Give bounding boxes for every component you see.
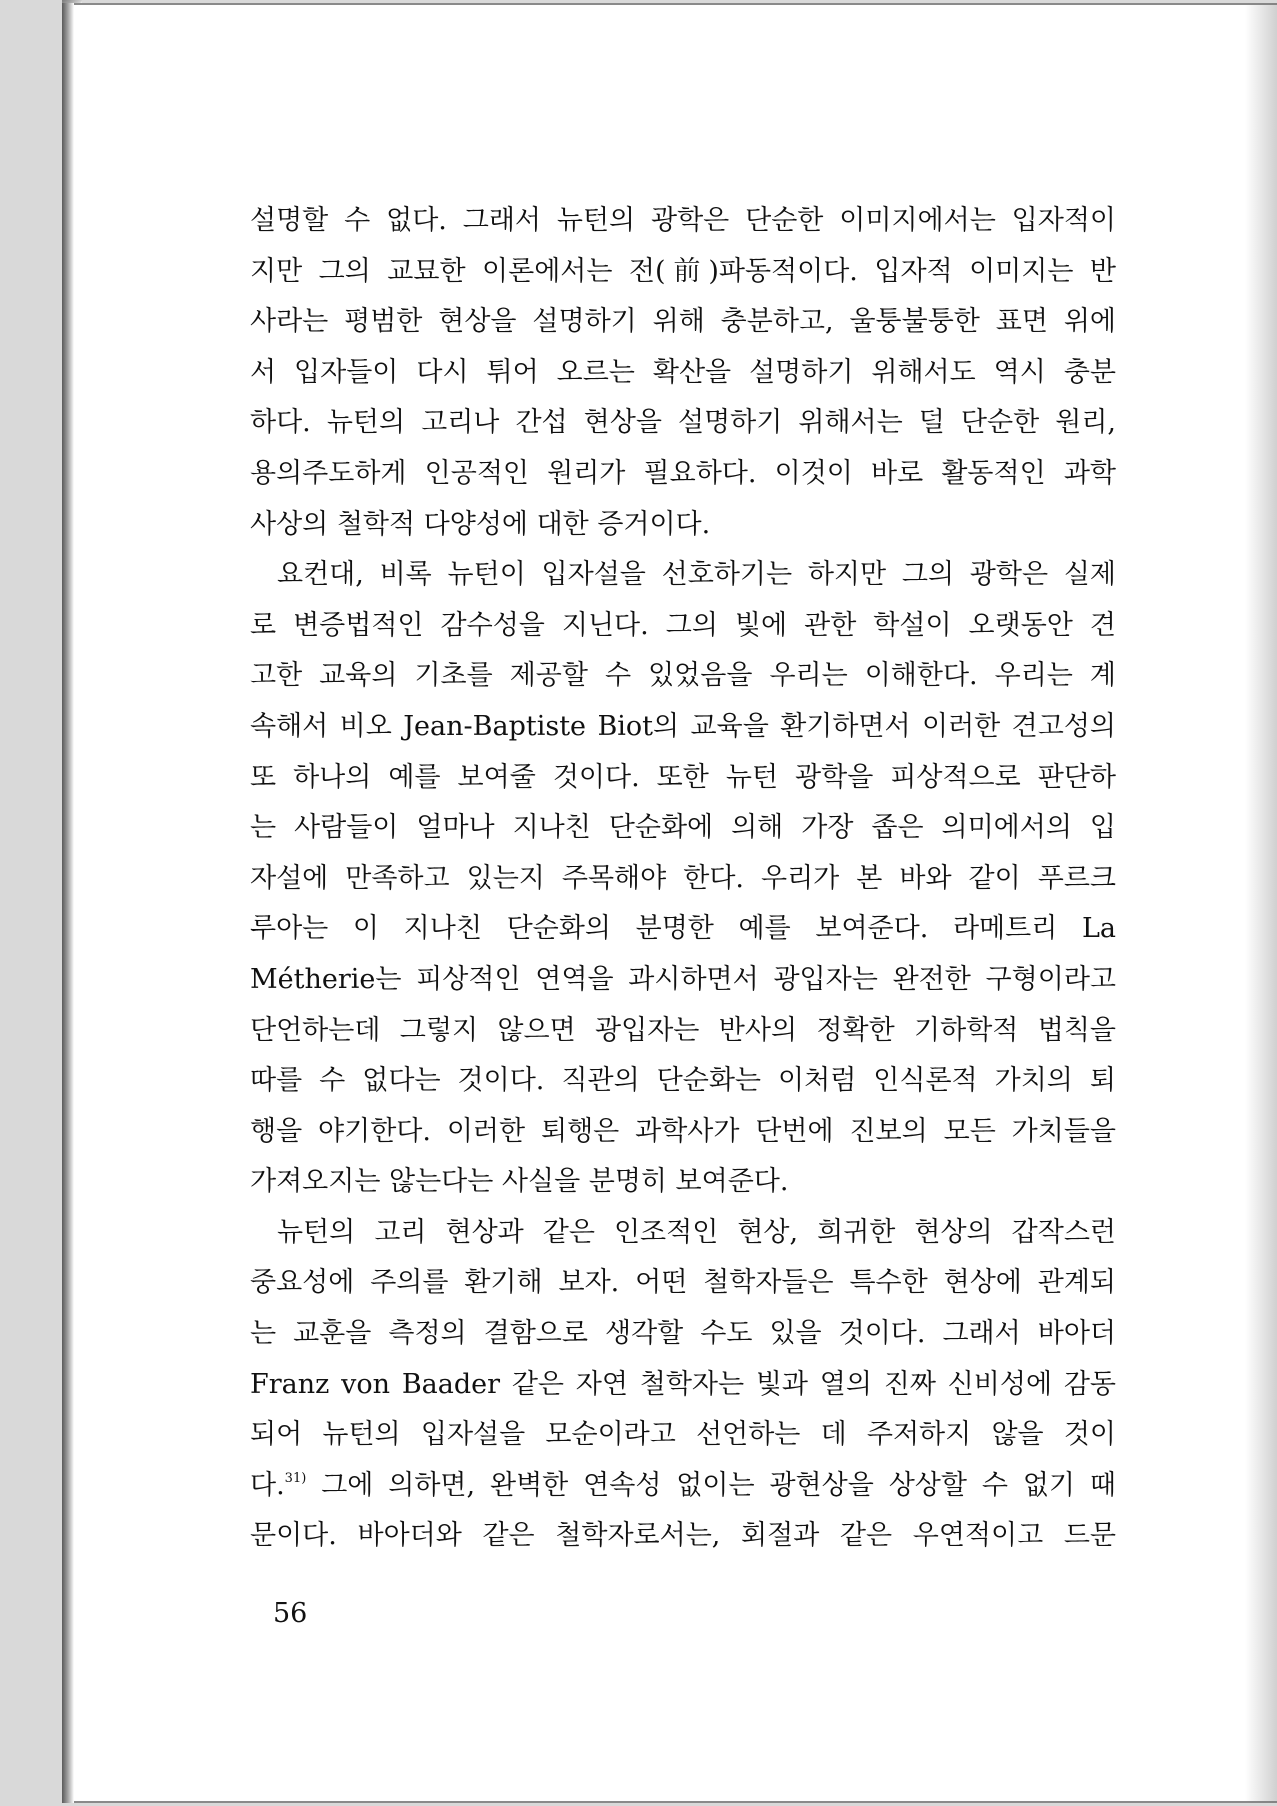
text-line: Métherie는 피상적인 연역을 과시하면서 광입자는 완전한 구형이라고 [250,963,1116,995]
text-line: 설명할 수 없다. 그래서 뉴턴의 광학은 단순한 이미지에서는 입자적이 [250,205,1116,236]
page-number: 56 [273,1598,308,1629]
text-line: 자설에 만족하고 있는지 주목해야 한다. 우리가 본 바와 같이 푸르크 [250,862,1116,894]
text-line: 또 하나의 예를 보여줄 것이다. 또한 뉴턴 광학을 피상적으로 판단하 [250,761,1116,793]
text-line: 요컨대, 비록 뉴턴이 입자설을 선호하기는 하지만 그의 광학은 실제 [277,559,1116,591]
text-line: 속해서 비오 Jean-Baptiste Biot의 교육을 환기하면서 이러한 견고성의 [250,710,1116,742]
text-fragment: 다. [250,1469,285,1501]
text-line: 뉴턴의 고리 현상과 같은 인조적인 현상, 희귀한 현상의 갑작스런 [277,1216,1116,1248]
text-line: 가져오지는 않는다는 사실을 분명히 보여준다. [250,1166,789,1198]
text-line: 중요성에 주의를 환기해 보자. 어떤 철학자들은 특수한 현상에 관계되 [250,1267,1116,1299]
text-line: 지만 그의 교묘한 이론에서는 전(前)파동적이다. 입자적 이미지는 반 [250,255,1116,287]
text-line: 고한 교육의 기초를 제공할 수 있었음을 우리는 이해한다. 우리는 계 [250,660,1116,692]
text-line: 는 사람들이 얼마나 지나친 단순화에 의해 가장 좁은 의미에서의 입 [250,812,1116,844]
text-fragment: 그에 의하면, 완벽한 연속성 없이는 광현상을 상상할 수 없기 때 [306,1469,1116,1501]
text-line: 서 입자들이 다시 튀어 오르는 확산을 설명하기 위해서도 역시 충분 [250,356,1116,388]
text-line: 행을 야기한다. 이러한 퇴행은 과학사가 단번에 진보의 모든 가치들을 [250,1115,1116,1147]
text-line: Franz von Baader 같은 자연 철학자는 빛과 열의 진짜 신비성에 감동 [250,1368,1116,1400]
page-edge-shadow [1245,3,1277,1803]
footnote-marker: 31) [284,1470,307,1486]
text-line: 는 교훈을 측정의 결함으로 생각할 수도 있을 것이다. 그래서 바아더 [250,1318,1116,1350]
text-line: 하다. 뉴턴의 고리나 간섭 현상을 설명하기 위해서는 덜 단순한 원리, [250,407,1116,439]
text-line: 문이다. 바아더와 같은 철학자로서는, 회절과 같은 우연적이고 드문 [250,1520,1116,1552]
text-line: 되어 뉴턴의 입자설을 모순이라고 선언하는 데 주저하지 않을 것이 [250,1419,1116,1451]
body-text [250,196,1116,1562]
text-line [250,1461,1116,1512]
book-spine [62,3,74,1803]
text-line: 용의주도하게 인공적인 원리가 필요하다. 이것이 바로 활동적인 과학 [250,457,1116,489]
text-line: 루아는 이 지나친 단순화의 분명한 예를 보여준다. 라메트리 La [250,913,1116,945]
text-line: 로 변증법적인 감수성을 지닌다. 그의 빛에 관한 학설이 오랫동안 견 [250,609,1116,641]
text-line: 따를 수 없다는 것이다. 직관의 단순화는 이처럼 인식론적 가치의 퇴 [250,1065,1116,1097]
text-line: 사라는 평범한 현상을 설명하기 위해 충분하고, 울퉁불퉁한 표면 위에 [250,306,1116,338]
text-line: 단언하는데 그렇지 않으면 광입자는 반사의 정확한 기하학적 법칙을 [250,1014,1116,1046]
text-line: 사상의 철학적 다양성에 대한 증거이다. [250,508,711,540]
